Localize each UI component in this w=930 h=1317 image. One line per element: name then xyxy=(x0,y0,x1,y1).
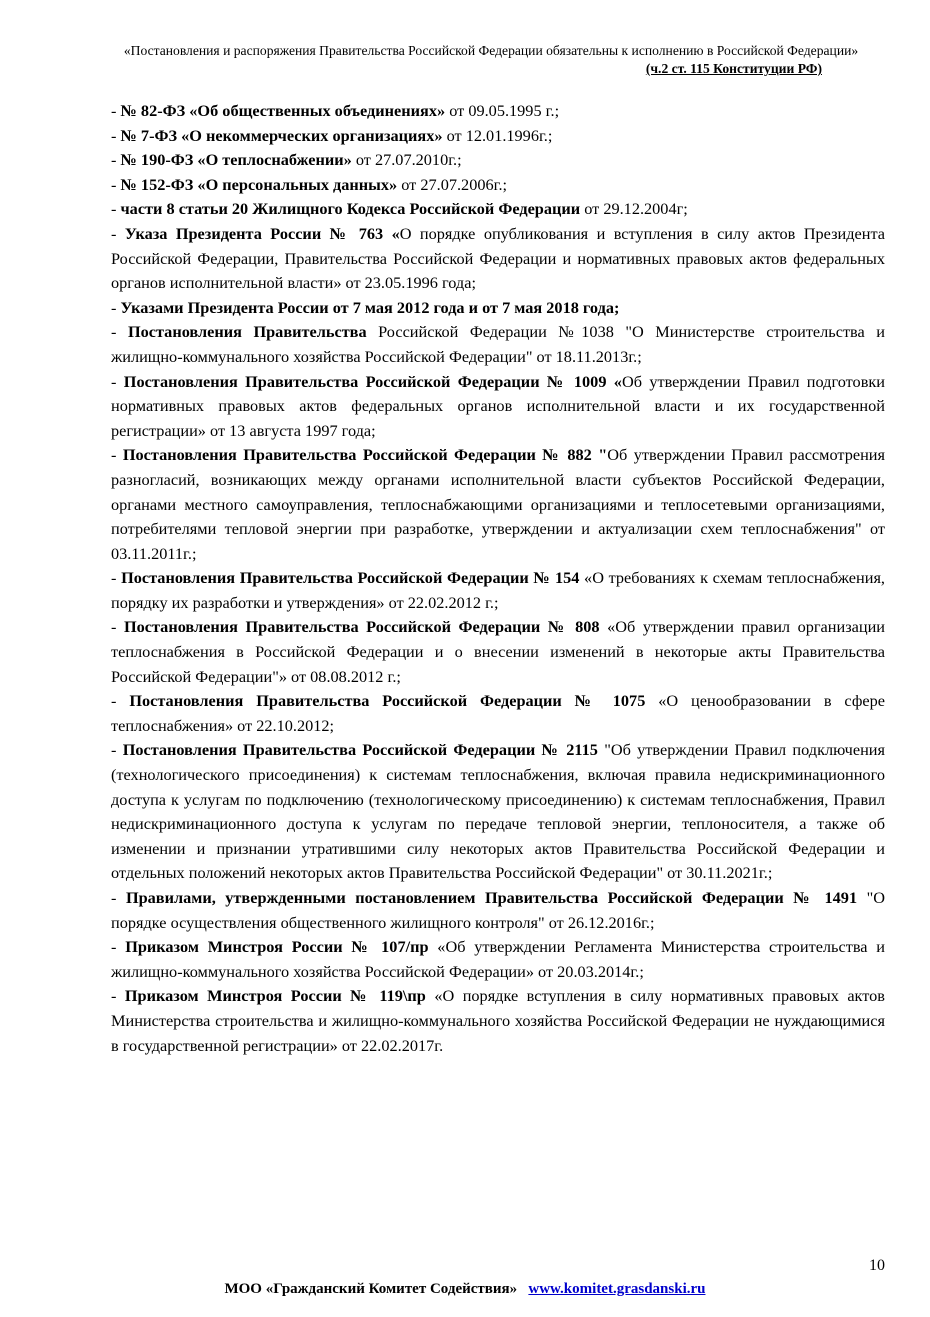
list-item: - № 82-ФЗ «Об общественных объединениях» от 09.05.1995 г.; xyxy=(111,101,560,120)
footer-org: МОО «Гражданский Комитет Содействия» xyxy=(224,1281,518,1297)
list-item: - Указа Президента России № 763 «О порядке опубликования и вступления в силу актов Президента Российской Федерации, Правительства Российской Федерации и нормативных правовых актов федеральных органов исполнительной власти» от 23.05.1996 года; xyxy=(111,223,885,293)
list-item: - Постановления Правительства Российской Федерации № 1009 «Об утверждении Правил подготовки нормативных правовых актов федеральных органов исполнительной власти и их государственной регистрации» от 13 августа 1997 года; xyxy=(111,371,886,440)
footer-link[interactable]: www.komitet.grasdanski.ru xyxy=(528,1281,706,1297)
list-item: - Правилами, утвержденными постановлением Правительства Российской Федерации № 1491 "О порядке осуществления общественного жилищного контроля" от 26.12.2016г.; xyxy=(111,888,886,932)
list-item: - № 190-ФЗ «О теплоснабжении» от 27.07.2010г.; xyxy=(111,150,462,170)
page-number: 10 xyxy=(869,1257,885,1274)
list-item: - Постановления Правительства Российской Федерации №1038 "О Министерстве строительства и жилищно-коммунального хозяйства Российской Федерации" от 18.11.2013г.; xyxy=(111,322,885,366)
list-item: - Указами Президента России от 7 мая 2012 года и от 7 мая 2018 года; xyxy=(111,297,620,317)
list-item: - части 8 статьи 20 Жилищного Кодекса Российской Федерации от 29.12.2004г; xyxy=(111,199,688,219)
header-reference: (ч.2 ст. 115 Конституции РФ) xyxy=(645,61,822,76)
list-item: - Постановления Правительства Российской Федерации № 2115 "Об утверждении Правил подключения (технологического присоединения) к системам теплоснабжения, включая правила недискриминационного доступа к услугам по подключению (технологическому присоединению) к системам теплоснабжения, Правил недискриминационного доступа к услугам по передаче тепловой энергии, теплоносителя, а также об изменении и признании утратившими силу некоторых актов Правительства Российской Федерации и отдельных положений некоторых актов Правительства Российской Федерации" от 30.11.2021г.; xyxy=(111,740,885,883)
list-item: - № 7-ФЗ «О некоммерческих организациях» от 12.01.1996г.; xyxy=(111,125,553,145)
list-item: - № 152-ФЗ «О персональных данных» от 27.07.2006г.; xyxy=(111,174,508,194)
list-item: - Постановления Правительства Российской Федерации № 1075 «О ценообразовании в сфере теплоснабжения» от 22.10.2012; xyxy=(111,691,885,735)
page-footer xyxy=(0,1281,930,1298)
list-item: - Постановления Правительства Российской Федерации № 154 «О требованиях к схемам теплоснабжения, порядку их разработки и утверждения» от 22.02.2012 г.; xyxy=(111,568,885,612)
list-item: - Приказом Минстроя России № 107/пр «Об утверждении Регламента Министерства строительства и жилищно-коммунального хозяйства Российской Федерации» от 20.03.2014г.; xyxy=(111,937,885,981)
list-item: - Приказом Минстроя России № 119\пр «О порядке вступления в силу нормативных правовых актов Министерства строительства и жилищно-коммунального хозяйства Российской Федерации не нуждающимися в государственной регистрации» от 22.02.2017г. xyxy=(111,986,885,1055)
list-item: - Постановления Правительства Российской Федерации № 882 "Об утверждении Правил рассмотрения разногласий, возникающих между органами исполнительной власти субъектов Российской Федерации, органами местного самоуправления, теплоснабжающими организациями и теплосетевыми организациями, потребителями тепловой энергии при разработке, утверждении и актуализации схем теплоснабжения" от 03.11.2011г.; xyxy=(111,445,885,563)
header-title: «Постановления и распоряжения Правительства Российской Федерации обязательны к исполнению в Российской Федерации» xyxy=(123,43,859,58)
page-header xyxy=(96,42,886,78)
list-item: - Постановления Правительства Российской Федерации № 808 «Об утверждении правил организации теплоснабжения в Российской Федерации и о внесении изменений в некоторые акты Правительства Российской Федерации"» от 08.08.2012 г.; xyxy=(111,617,885,686)
legal-basis-list xyxy=(111,99,885,1058)
